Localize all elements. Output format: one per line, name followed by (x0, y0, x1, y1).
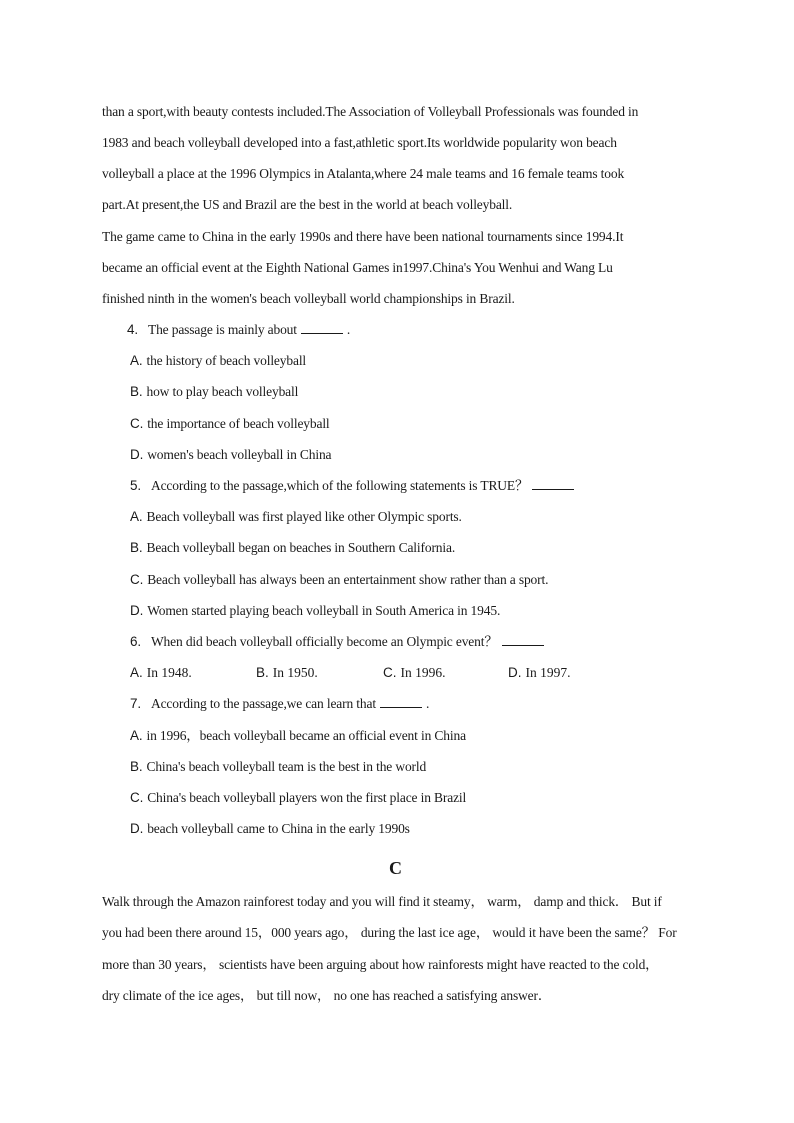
option-b: B. Beach volleyball began on beaches in Southern California. (130, 540, 456, 555)
passage-line: you had been there around 15，000 years ago， during the last ice age， would it have been the same？ For (102, 925, 677, 940)
question-text: According to the passage,we can learn that (150, 696, 376, 711)
question-6-options (130, 665, 590, 681)
option-c: C. Beach volleyball has always been an entertainment show rather than a sport. (130, 572, 549, 587)
option-a: A. In 1948. (130, 665, 192, 680)
question-number: 7. (130, 696, 141, 711)
answer-blank (301, 322, 343, 334)
question-number: 5. (130, 478, 141, 493)
option-d: D. Women started playing beach volleyball in South America in 1945. (130, 603, 501, 618)
passage-line: more than 30 years， scientists have been arguing about how rainforests might have reacted to the cold， (102, 957, 659, 972)
passage-line: than a sport,with beauty contests included.The Association of Volleyball Professionals was founded in (102, 104, 639, 119)
question-4-stem: 4. The passage is mainly about . (127, 322, 351, 337)
option-a: A. in 1996，beach volleyball became an official event in China (130, 728, 466, 743)
answer-blank (532, 478, 574, 490)
passage-line: finished ninth in the women's beach volleyball world championships in Brazil. (102, 291, 515, 306)
passage-line: The game came to China in the early 1990s and there have been national tournaments since 1994.It (102, 229, 624, 244)
question-text: According to the passage,which of the following statements is TRUE？ (150, 478, 529, 493)
question-number: 6. (130, 634, 141, 649)
section-heading: C (389, 858, 402, 878)
passage-line: 1983 and beach volleyball developed into a fast,athletic sport.Its worldwide popularity won beach (102, 135, 617, 150)
question-number: 4. (127, 322, 138, 337)
option-b: B. how to play beach volleyball (130, 384, 299, 399)
option-c: C. China's beach volleyball players won the first place in Brazil (130, 790, 467, 805)
passage-line: dry climate of the ice ages， but till now， no one has reached a satisfying answer． (102, 988, 552, 1003)
passage-line: Walk through the Amazon rainforest today and you will find it steamy， warm， damp and thick． But if (102, 894, 662, 909)
option-d: D. women's beach volleyball in China (130, 447, 332, 462)
question-5-stem (130, 478, 578, 494)
question-7-stem: 7. According to the passage,we can learn that . (130, 696, 430, 711)
passage-line: volleyball a place at the 1996 Olympics in Atalanta,where 24 male teams and 16 female teams took (102, 166, 625, 181)
option-d: D. In 1997. (508, 665, 571, 680)
option-d: D. beach volleyball came to China in the early 1990s (130, 821, 410, 836)
option-b: B. In 1950. (256, 665, 318, 680)
option-c: C. In 1996. (383, 665, 446, 680)
option-a: A. Beach volleyball was first played like other Olympic sports. (130, 509, 462, 524)
answer-blank (380, 696, 422, 708)
option-c: C. the importance of beach volleyball (130, 416, 330, 431)
option-a: A. the history of beach volleyball (130, 353, 307, 368)
question-text: When did beach volleyball officially become an Olympic event？ (150, 634, 498, 649)
question-text: The passage is mainly about (147, 322, 297, 337)
passage-line: became an official event at the Eighth National Games in1997.China's You Wenhui and Wang Lu (102, 260, 613, 275)
passage-line: part.At present,the US and Brazil are the best in the world at beach volleyball. (102, 197, 513, 212)
option-b: B. China's beach volleyball team is the best in the world (130, 759, 427, 774)
question-6-stem (130, 634, 548, 650)
answer-blank (502, 634, 544, 646)
